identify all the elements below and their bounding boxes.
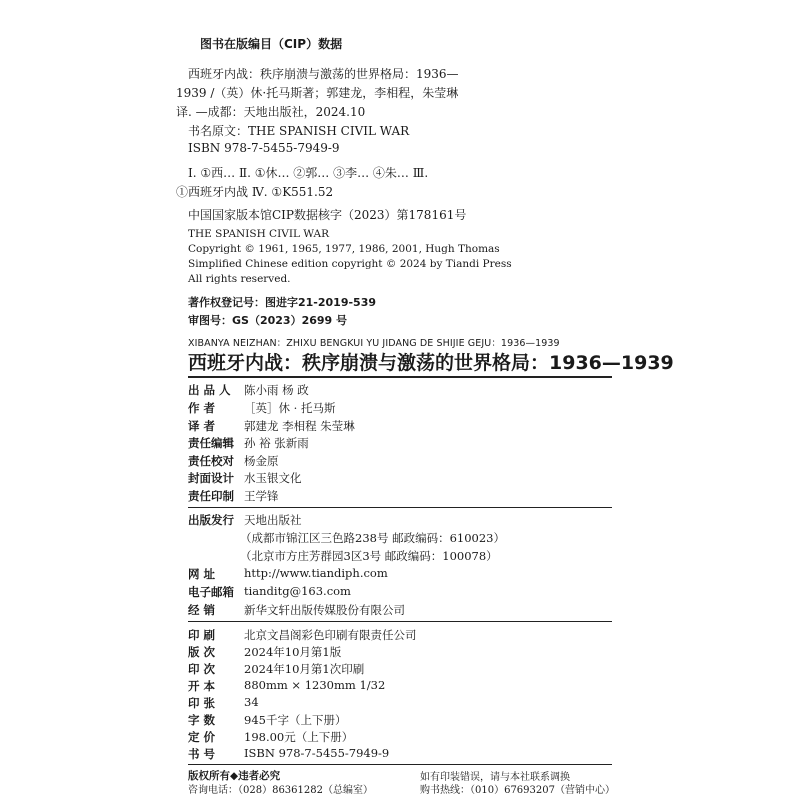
- credit-value: 水玉银文化: [244, 471, 302, 485]
- print-value: 2024年10月第1次印刷: [244, 662, 365, 676]
- section-rule: [188, 621, 612, 622]
- contract-registration: 著作权登记号：图进字21-2019-539: [188, 296, 377, 309]
- print-value: 198.00元（上下册）: [244, 730, 354, 744]
- map-approval-number: 审图号：GS（2023）2699 号: [188, 314, 348, 327]
- title-pinyin: XIBANYA NEIZHAN：ZHIXU BENGKUI YU JIDANG DE SHIJIE GEJU：1936—1939: [188, 338, 560, 349]
- simplified-edition-line: Simplified Chinese edition copyright © 2024 by Tiandi Press: [188, 258, 512, 270]
- copyright-line: Copyright © 1961, 1965, 1977, 1986, 2001, Hugh Thomas: [188, 243, 500, 255]
- print-label: 印 次: [188, 662, 216, 676]
- cip-number: 中国国家版本馆CIP数据核字（2023）第178161号: [188, 208, 467, 222]
- cip-line-1: 西班牙内战：秩序崩溃与激荡的世界格局：1936—: [188, 67, 459, 81]
- print-label: 定 价: [188, 730, 216, 744]
- print-label: 印 刷: [188, 628, 216, 642]
- purchase-hotline: 购书热线：（010）67693207（营销中心）: [420, 785, 615, 796]
- print-label: 印 张: [188, 696, 216, 710]
- credit-value: 王学锋: [244, 489, 279, 503]
- email-value: tianditg@163.com: [244, 584, 351, 598]
- credit-label: 责任印制: [188, 489, 234, 503]
- credit-label: 作 者: [188, 401, 216, 415]
- section-rule: [188, 764, 612, 765]
- consult-phone: 咨询电话：（028）86361282（总编室）: [188, 785, 373, 796]
- cip-classification-1: Ⅰ. ①西… Ⅱ. ①休… ②郭… ③李… ④朱… Ⅲ.: [188, 166, 429, 180]
- cip-classification-2: ①西班牙内战 Ⅳ. ①K551.52: [176, 185, 334, 199]
- cip-heading: 图书在版编目（CIP）数据: [200, 37, 343, 51]
- print-label: 开 本: [188, 679, 216, 693]
- title-rule: [188, 376, 612, 378]
- credit-label: 封面设计: [188, 471, 234, 485]
- publisher-address-chengdu: （成都市锦江区三色路238号 邮政编码：610023）: [240, 531, 506, 545]
- credit-label: 责任编辑: [188, 436, 234, 450]
- print-value: 945千字（上下册）: [244, 713, 347, 727]
- section-rule: [188, 507, 612, 508]
- website-label: 网 址: [188, 567, 216, 581]
- credit-value: 郭建龙 李相程 朱莹琳: [244, 419, 355, 433]
- cip-line-2: 1939 /（英）休·托马斯著；郭建龙，李相程，朱莹琳: [176, 86, 459, 100]
- cip-line-3: 译. —成都：天地出版社，2024.10: [176, 105, 366, 119]
- credit-label: 责任校对: [188, 454, 234, 468]
- credit-value: 孙 裕 张新雨: [244, 436, 309, 450]
- print-value: 北京文昌阁彩色印刷有限责任公司: [244, 628, 417, 642]
- credit-label: 译 者: [188, 419, 216, 433]
- distributor-label: 经 销: [188, 603, 216, 617]
- print-label: 版 次: [188, 645, 216, 659]
- distributor-value: 新华文轩出版传媒股份有限公司: [244, 603, 405, 617]
- cip-original-title: 书名原文：THE SPANISH CIVIL WAR: [188, 124, 410, 138]
- publisher-address-beijing: （北京市方庄芳群园3区3号 邮政编码：100078）: [240, 549, 498, 563]
- cip-isbn: ISBN 978-7-5455-7949-9: [188, 141, 340, 155]
- rights-reserved: 版权所有◆违者必究: [188, 770, 281, 782]
- print-value: 880mm × 1230mm 1/32: [244, 678, 386, 692]
- credit-value: 陈小雨 杨 政: [244, 383, 309, 397]
- credit-value: 杨金原: [244, 454, 279, 468]
- publisher-label: 出版发行: [188, 513, 234, 527]
- print-value: 34: [244, 695, 259, 709]
- title-chinese: 西班牙内战：秩序崩溃与激荡的世界格局：1936—1939: [188, 352, 674, 374]
- misprint-notice: 如有印装错误，请与本社联系调换: [420, 772, 570, 783]
- print-label: 字 数: [188, 713, 216, 727]
- website-value: http://www.tiandiph.com: [244, 566, 388, 580]
- email-label: 电子邮箱: [188, 585, 234, 599]
- publisher-name: 天地出版社: [244, 513, 302, 527]
- print-label: 书 号: [188, 747, 216, 761]
- credit-label: 出 品 人: [188, 383, 231, 397]
- all-rights-line: All rights reserved.: [188, 273, 291, 285]
- print-value: 2024年10月第1版: [244, 645, 342, 659]
- print-value: ISBN 978-7-5455-7949-9: [244, 746, 390, 760]
- credit-value: ［英］休 · 托马斯: [244, 401, 336, 415]
- copyright-title: THE SPANISH CIVIL WAR: [188, 228, 330, 240]
